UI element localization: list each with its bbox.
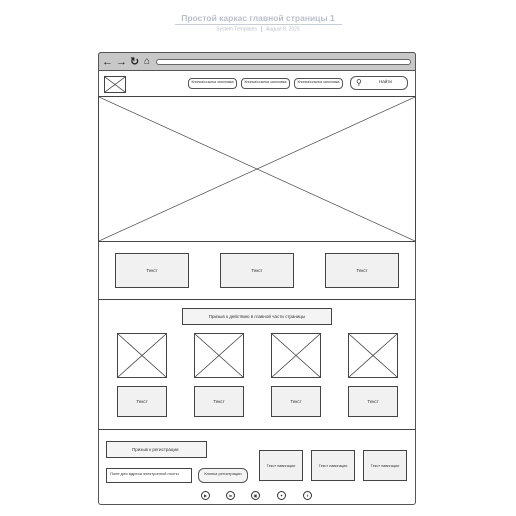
- main-cta-label: Призыв к действию в главной части страницы: [208, 314, 306, 319]
- linkedin-icon[interactable]: in: [226, 491, 235, 500]
- email-input[interactable]: [106, 468, 192, 483]
- card-text-box-4: [348, 386, 398, 417]
- feature-text-box-2: [220, 253, 294, 288]
- card-image-1: [117, 333, 167, 378]
- card-image-3: [271, 333, 321, 378]
- hero-image-placeholder: [98, 96, 416, 242]
- feature-text-box-3: [325, 253, 399, 288]
- footer-nav-label: Текст навигации: [266, 463, 296, 468]
- home-icon[interactable]: ⌂: [144, 56, 151, 67]
- search-label: Найти: [379, 79, 392, 84]
- feature-text-box-1: [115, 253, 189, 288]
- card-image-4: [348, 333, 398, 378]
- footer-nav-label: Текст навигации: [370, 463, 400, 468]
- signup-cta-label: Призыв к регистрации: [132, 447, 179, 452]
- arrow-left-icon[interactable]: ←: [102, 56, 113, 68]
- youtube-icon[interactable]: ▶: [201, 491, 210, 500]
- header-nav-button-2[interactable]: Кнопка/ссылка заголовка: [241, 78, 290, 89]
- signup-button[interactable]: Кнопка регистрации: [198, 468, 248, 483]
- arrow-right-icon[interactable]: →: [116, 56, 127, 68]
- search-box[interactable]: [350, 76, 408, 90]
- footer-nav-text-1[interactable]: [259, 450, 303, 481]
- title-divider: [175, 24, 342, 25]
- address-bar[interactable]: [156, 59, 411, 65]
- footer-divider: [98, 429, 416, 430]
- card-text: Текст: [290, 399, 302, 404]
- signup-cta-box: [106, 441, 207, 458]
- author-label: System Templates: [216, 26, 258, 33]
- page-subtitle: [0, 26, 516, 32]
- footer-nav-text-3[interactable]: [363, 450, 407, 481]
- search-icon: ⚲: [356, 78, 362, 87]
- reload-icon[interactable]: ↻: [130, 56, 140, 68]
- twitter-icon[interactable]: ✦: [277, 491, 286, 500]
- main-cta-button[interactable]: [182, 308, 332, 325]
- card-text-box-1: [117, 386, 167, 417]
- card-text-box-3: [271, 386, 321, 417]
- card-image-2: [194, 333, 244, 378]
- card-text-box-2: [194, 386, 244, 417]
- header-nav-button-3[interactable]: Кнопка/ссылка заголовка: [294, 78, 343, 89]
- feature-text: Текст: [146, 268, 158, 273]
- instagram-icon[interactable]: ▣: [251, 491, 260, 500]
- email-placeholder: Поле для адреса электронной почты: [110, 471, 179, 476]
- footer-nav-text-2[interactable]: [311, 450, 355, 481]
- card-text: Текст: [136, 399, 148, 404]
- card-text: Текст: [367, 399, 379, 404]
- feature-text: Текст: [356, 268, 368, 273]
- footer-nav-label: Текст навигации: [318, 463, 348, 468]
- facebook-icon[interactable]: f: [303, 491, 312, 500]
- header-nav-button-1[interactable]: Кнопка/ссылка заголовка: [188, 78, 237, 89]
- section-divider: [98, 299, 416, 300]
- card-text: Текст: [213, 399, 225, 404]
- feature-text: Текст: [251, 268, 263, 273]
- date-label: August 8, 2025: [266, 26, 300, 33]
- logo-placeholder: [104, 76, 126, 93]
- page-title: Простой каркас главной страницы 1: [181, 13, 335, 23]
